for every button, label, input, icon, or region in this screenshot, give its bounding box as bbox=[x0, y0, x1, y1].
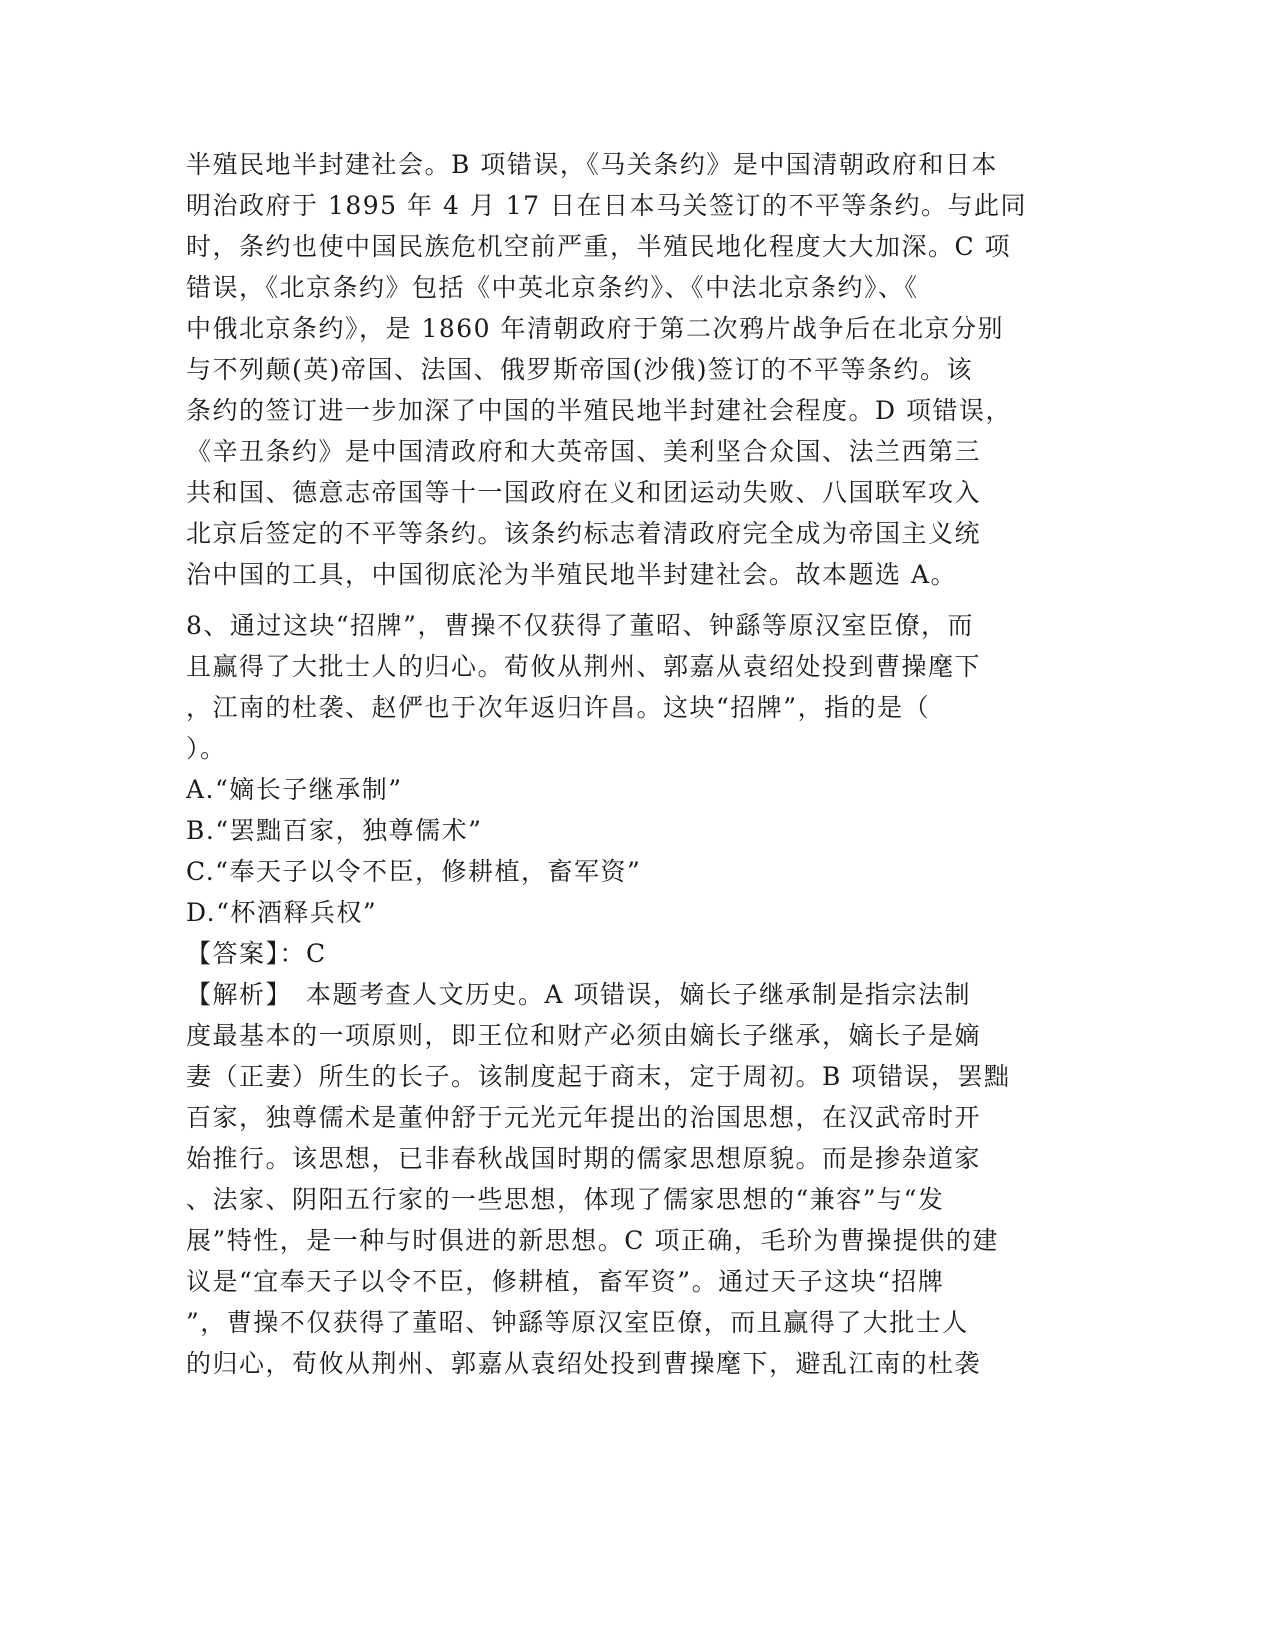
analysis-text-line: 的归心，荀攸从荆州、郭嘉从袁绍处投到曹操麾下，避乱江南的杜袭 bbox=[186, 1349, 982, 1378]
text-line: 错误，《北京条约》包括《中英北京条约》、《中法北京条约》、《 bbox=[186, 273, 919, 302]
text-line: 明治政府于 1895 年 4 月 17 日在日本马关签订的不平等条约。与此同 bbox=[186, 191, 1028, 220]
analysis-text-line: 议是“宜奉天子以令不臣，修耕植，畜军资”。通过天子这块“招牌 bbox=[186, 1267, 945, 1296]
question-text-line: ，江南的杜袭、赵俨也于次年返归许昌。这块“招牌”，指的是（ bbox=[186, 693, 931, 722]
text-line: 条约的签订进一步加深了中国的半殖民地半封建社会程度。D 项错误， bbox=[186, 396, 1012, 425]
question-text-line: 8、通过这块“招牌”，曹操不仅获得了董昭、钟繇等原汉室臣僚，而 bbox=[186, 611, 974, 640]
option-b: B.“罢黜百家，独尊儒术” bbox=[186, 816, 483, 845]
analysis-text-line: 度最基本的一项原则，即王位和财产必须由嫡长子继承，嫡长子是嫡 bbox=[186, 1021, 982, 1050]
answer-line: 【答案】：C bbox=[186, 939, 327, 968]
analysis-text-line: 【解析】 本题考查人文历史。A 项错误，嫡长子继承制是指宗法制 bbox=[186, 980, 972, 1009]
question-block bbox=[186, 605, 1086, 1384]
analysis-text-line: ”，曹操不仅获得了董昭、钟繇等原汉室臣僚，而且赢得了大批士人 bbox=[186, 1308, 969, 1337]
analysis-text-line: 、法家、阴阳五行家的一些思想，体现了儒家思想的“兼容”与“发 bbox=[186, 1185, 945, 1214]
text-line: 中俄北京条约》，是 1860 年清朝政府于第二次鸦片战争后在北京分别 bbox=[186, 314, 1005, 343]
option-c: C.“奉天子以令不臣，修耕植，畜军资” bbox=[186, 857, 642, 886]
text-line: 治中国的工具，中国彻底沦为半殖民地半封建社会。故本题选 A。 bbox=[186, 560, 958, 589]
text-line: 共和国、德意志帝国等十一国政府在义和团运动失败、八国联军攻入 bbox=[186, 478, 982, 507]
option-d: D.“杯酒释兵权” bbox=[186, 898, 378, 927]
question-stem bbox=[186, 605, 1086, 769]
page-content bbox=[186, 144, 1086, 1384]
analysis-text-line: 妻（正妻）所生的长子。该制度起于商末，定于周初。B 项错误，罢黜 bbox=[186, 1062, 1011, 1091]
paragraph-gap bbox=[186, 595, 1086, 605]
text-line: 北京后签定的不平等条约。该条约标志着清政府完全成为帝国主义统 bbox=[186, 519, 982, 548]
text-line: 半殖民地半封建社会。B 项错误，《马关条约》是中国清朝政府和日本 bbox=[186, 150, 998, 179]
analysis bbox=[186, 974, 1086, 1384]
question-text-line: ）。 bbox=[186, 734, 227, 763]
answer-options bbox=[186, 769, 1086, 933]
question-text-line: 且赢得了大批士人的归心。荀攸从荆州、郭嘉从袁绍处投到曹操麾下 bbox=[186, 652, 982, 681]
text-line: 时，条约也使中国民族危机空前严重，半殖民地化程度大大加深。C 项 bbox=[186, 232, 1012, 261]
analysis-text-line: 百家，独尊儒术是董仲舒于元光元年提出的治国思想，在汉武帝时开 bbox=[186, 1103, 982, 1132]
text-line: 与不列颠(英)帝国、法国、俄罗斯帝国(沙俄)签订的不平等条约。该 bbox=[186, 355, 974, 384]
previous-explanation bbox=[186, 144, 1086, 595]
analysis-text-line: 始推行。该思想，已非春秋战国时期的儒家思想原貌。而是掺杂道家 bbox=[186, 1144, 982, 1173]
text-line: 《辛丑条约》是中国清政府和大英帝国、美利坚合众国、法兰西第三 bbox=[186, 437, 982, 466]
option-a: A.“嫡长子继承制” bbox=[186, 775, 403, 804]
analysis-text-line: 展”特性，是一种与时俱进的新思想。C 项正确，毛玠为曹操提供的建 bbox=[186, 1226, 999, 1255]
